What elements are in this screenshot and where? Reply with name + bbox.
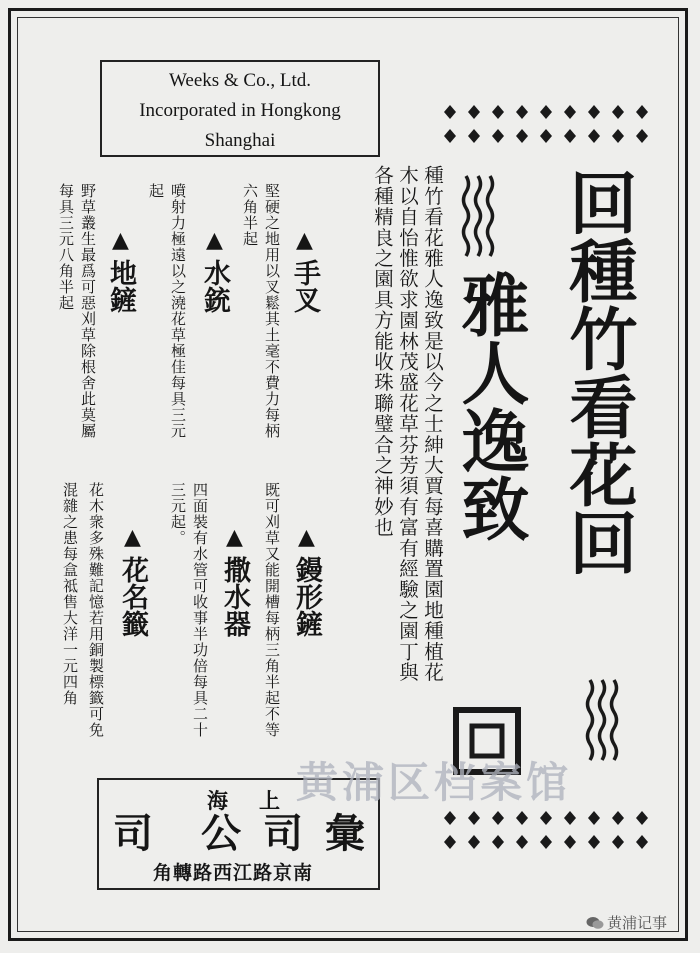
product-title-water-gun: ▲水銃 <box>199 228 230 313</box>
triangle-marker-icon: ▲ <box>294 525 319 550</box>
triangle-marker-icon: ▲ <box>108 228 133 253</box>
product-text-plant-labels-1: 花木衆多殊難記憶若用銅製標籤可免 <box>87 482 105 738</box>
wave-ornament-bottom-right <box>582 676 622 776</box>
company-char-2: 司 <box>263 811 303 857</box>
product-text-fork-2: 六角半起 <box>241 183 259 247</box>
product-title-fork: ▲手叉 <box>289 228 320 313</box>
english-line-company: Weeks & Co., Ltd. <box>168 70 311 91</box>
product-title-sprinkler: ▲撒水器 <box>219 525 250 637</box>
english-line-incorporated: Incorporated in Hongkong <box>139 100 341 121</box>
wechat-icon <box>586 916 604 930</box>
product-text-trowel-1: 既可刈草又能開槽每柄三角半起不等 <box>263 482 281 738</box>
wave-ornament-top-left <box>458 172 498 272</box>
intro-column-2: 木以自怡惟欲求園林茂盛花草芬芳須有富有經驗之園丁與 <box>396 165 419 683</box>
company-char-1: 彙 <box>325 811 365 857</box>
company-address: 南京路江西路轉角 <box>153 862 314 884</box>
bottom-diamond-frieze <box>438 806 652 854</box>
product-text-plant-labels-2: 混雜之患每盒祗售大洋一元四角 <box>61 482 79 706</box>
intro-column-1: 種竹看花雅人逸致是以今之士紳大賈每喜購置園地種植花 <box>421 165 444 683</box>
product-text-water-gun-1: 噴射力極遠以之澆花草極佳每具三元 <box>169 183 187 439</box>
triangle-marker-icon: ▲ <box>292 228 317 253</box>
city-char-hai: 海 <box>207 789 228 813</box>
company-char-4: 司 <box>113 811 153 857</box>
product-title-spade: ▲地鏟 <box>105 228 136 313</box>
english-company-box <box>100 60 380 157</box>
english-line-city: Shanghai <box>204 130 276 151</box>
product-title-plant-labels: ▲花名籤 <box>117 525 148 637</box>
headline-column-right: 回種竹看花回 <box>558 168 637 576</box>
company-char-3: 公 <box>201 811 241 857</box>
intro-column-3: 各種精良之園具方能收珠聯璧合之神妙也 <box>371 165 394 538</box>
product-text-sprinkler-2: 三元起。 <box>169 482 187 546</box>
triangle-marker-icon: ▲ <box>202 228 227 253</box>
product-title-trowel: ▲鏝形鏟 <box>291 525 322 637</box>
product-text-fork-1: 堅硬之地用以叉鬆其土毫不費力每柄 <box>263 183 281 439</box>
headline-column-left: 雅人逸致 <box>450 270 529 542</box>
top-diamond-frieze <box>438 100 652 148</box>
city-char-shang: 上 <box>259 789 280 813</box>
triangle-marker-icon: ▲ <box>120 525 145 550</box>
product-text-spade-2: 每具三元八角半起 <box>57 183 75 311</box>
product-text-sprinkler-1: 四面裝有水管可收事半功倍每具二十 <box>191 482 209 738</box>
triangle-marker-icon: ▲ <box>222 525 247 550</box>
archive-watermark: 黄浦区档案馆 <box>296 758 573 807</box>
wechat-badge: 黄浦记事 <box>586 912 667 933</box>
product-text-water-gun-2: 起 <box>147 183 165 199</box>
product-text-spade-1: 野草叢生最爲可惡刈草除根舍此莫屬 <box>79 183 97 439</box>
